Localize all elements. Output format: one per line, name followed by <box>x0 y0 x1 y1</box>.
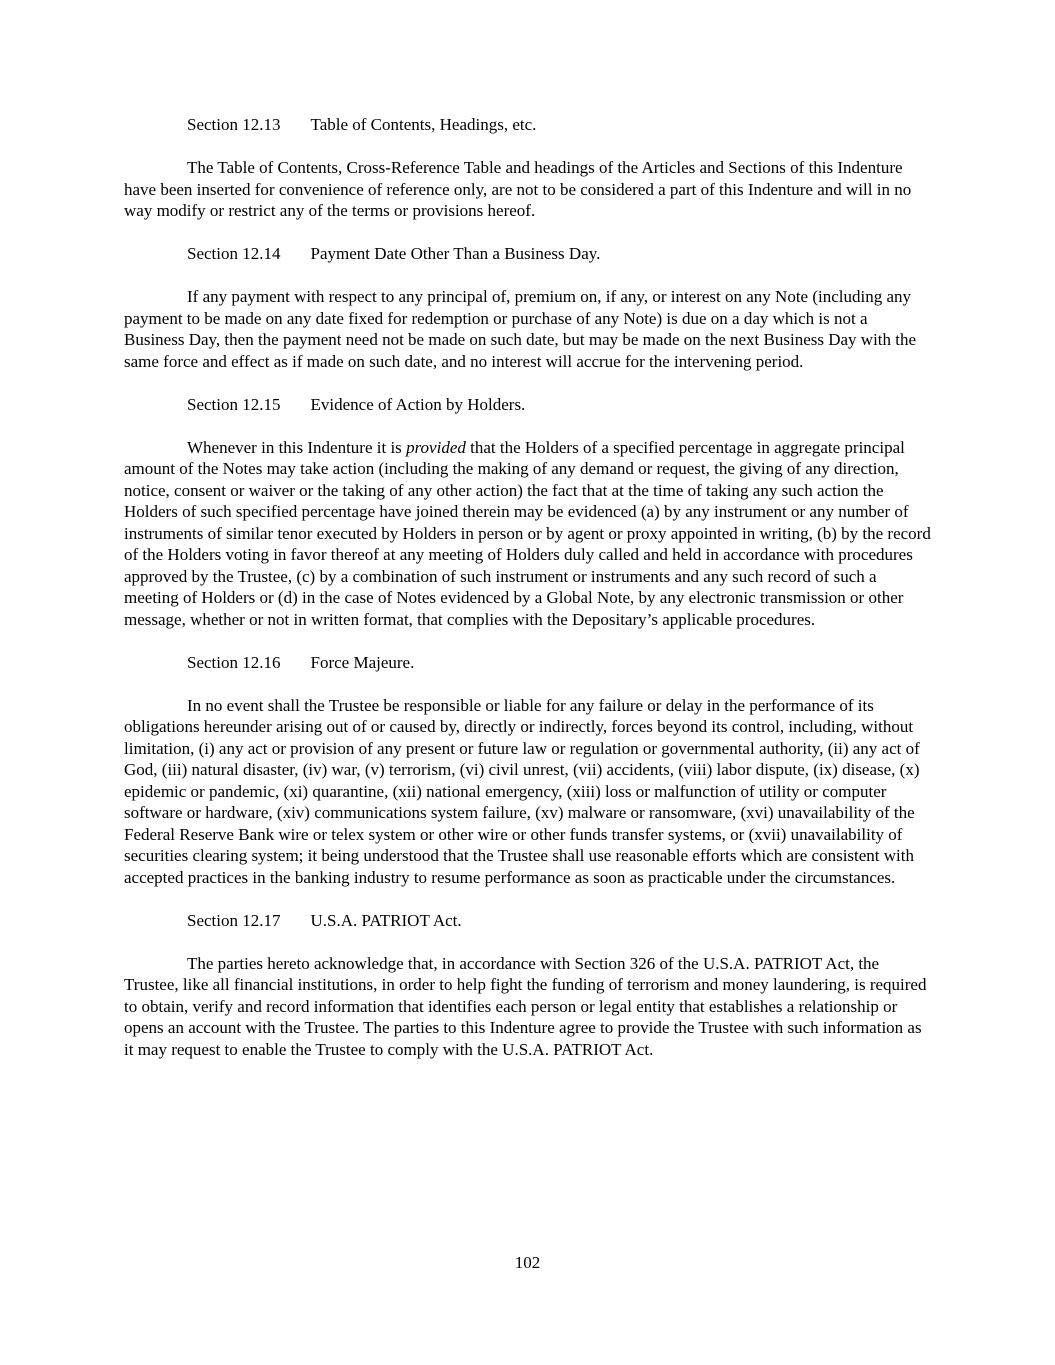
section-heading-12-17 <box>124 910 931 932</box>
section-paragraph-12-15 <box>124 437 931 631</box>
section-paragraph-12-13: The Table of Contents, Cross-Reference Table and headings of the Articles and Sections of this Indenture have been inserted for convenience of reference only, are not to be considered a part of this Indenture and will in no way modify or restrict any of the terms or provisions hereof. <box>124 158 912 220</box>
section-number-12-14: Section 12.14 <box>187 244 281 263</box>
section-number-12-13: Section 12.13 <box>187 115 281 134</box>
section-paragraph-12-14: If any payment with respect to any principal of, premium on, if any, or interest on any Note (including any payment to be made on any date fixed for redemption or purchase of any Note) is due on a day which is not a Business Day, then the payment need not be made on such date, but may be made on the next Business Day with the same force and effect as if made on such date, and no interest will accrue for the intervening period. <box>124 287 917 371</box>
section-heading-12-13 <box>124 114 931 136</box>
section-heading-12-15 <box>124 394 931 416</box>
document-body <box>124 114 931 1060</box>
page-number: 102 <box>514 1253 541 1272</box>
section-title-12-14: Payment Date Other Than a Business Day. <box>310 244 601 263</box>
section-heading-12-16 <box>124 652 931 674</box>
section-number-12-17: Section 12.17 <box>187 910 281 930</box>
section-number-12-15: Section 12.15 <box>187 394 281 414</box>
section-heading-12-14 <box>124 243 931 265</box>
section-number-12-16: Section 12.16 <box>187 652 281 672</box>
paragraph-italic-term: provided <box>406 437 466 457</box>
section-title-12-17: U.S.A. PATRIOT Act. <box>310 910 462 930</box>
paragraph-text-after-italic: that the Holders of a specified percentage in aggregate principal amount of the Notes may take action (including the making of any demand or request, the giving of any direction, notice, consent or waiver or the taking of any other action) the fact that at the time of taking any such action the Holders of such specified percentage have joined therein may be evidenced (a) by any instrument or any number of instruments of similar tenor executed by Holders in person or by agent or proxy appointed in writing, (b) by the record of the Holders voting in favor thereof at any meeting of Holders duly called and held in accordance with procedures approved by the Trustee, (c) by a combination of such instrument or instruments and any such record of such a meeting of Holders or (d) in the case of Notes evidenced by a Global Note, by any electronic transmission or other message, whether or not in written format, that complies with the Depositary’s applicable procedures. <box>124 437 931 629</box>
paragraph-text-before-italic: Whenever in this Indenture it is <box>187 437 407 457</box>
section-title-12-15: Evidence of Action by Holders. <box>310 394 526 414</box>
section-paragraph-12-17: The parties hereto acknowledge that, in accordance with Section 326 of the U.S.A. PATRIOT Act, the Trustee, like all financial institutions, in order to help fight the funding of terrorism and money laundering, is required to obtain, verify and record information that identifies each person or legal entity that establishes a relationship or opens an account with the Trustee. The parties to this Indenture agree to provide the Trustee with such information as it may request to enable the Trustee to comply with the U.S.A. PATRIOT Act. <box>124 953 927 1059</box>
section-title-12-13: Table of Contents, Headings, etc. <box>310 115 537 134</box>
page-footer <box>124 1252 931 1274</box>
section-title-12-16: Force Majeure. <box>310 652 415 672</box>
section-paragraph-12-16: In no event shall the Trustee be responsible or liable for any failure or delay in the performance of its obligations hereunder arising out of or caused by, directly or indirectly, forces beyond its control, including, without limitation, (i) any act or provision of any present or future law or regulation or governmental authority, (ii) any act of God, (iii) natural disaster, (iv) war, (v) terrorism, (vi) civil unrest, (vii) accidents, (viii) labor dispute, (ix) disease, (x) epidemic or pandemic, (xi) quarantine, (xii) national emergency, (xiii) loss or malfunction of utility or computer software or hardware, (xiv) communications system failure, (xv) malware or ransomware, (xvi) unavailability of the Federal Reserve Bank wire or telex system or other wire or other funds transfer systems, or (xvii) unavailability of securities clearing system; it being understood that the Trustee shall use reasonable efforts which are consistent with accepted practices in the banking industry to resume performance as soon as practicable under the circumstances. <box>124 695 920 887</box>
